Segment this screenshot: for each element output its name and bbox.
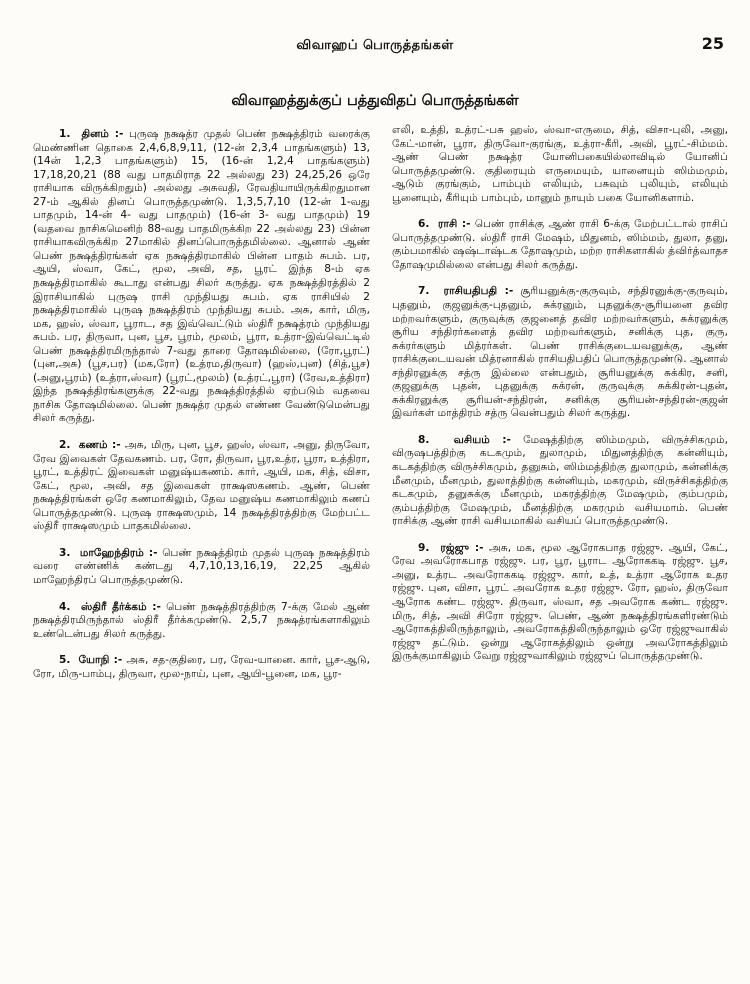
section-term: ராசி :- <box>437 218 471 231</box>
page-number: 25 <box>701 34 724 53</box>
paragraph <box>33 547 370 588</box>
section-term: மாஹேந்திரம் :- <box>79 546 158 559</box>
section-text: பெண் ராசிக்கு ஆண் ராசி 6-க்கு மேற்பட்டால் ராசிப் பொருத்தமுண்டு. ஸ்திரீ ராசி மேஷம், மிதுனம், ஸிம்மம், துலா, தனு, கும்பமாகில் ஷஷ்டாஷ்டக தோஷமும், மற்ற ராசிகளாகில் த்விர்த்வாதச தோஷமுமில்லை என்பது சிலர் கருத்து. <box>392 218 728 271</box>
running-title: விவாஹப் பொருத்தங்கள் <box>296 38 454 53</box>
section-text: அசு, மிரு, புன, பூச, ஹஸ், ஸ்வா, அனு, திருவோ, ரேவ இவைகள் தேவகணம். பர, ரோ, திருவா, பூர,உத்ர, பூரா, உத்திரா, பூரட், உத்திரட் இவைகள் மனுஷ்யகணம். கார், ஆயி, மக, சித், விசா, கேட், மூல, அவி, சத இவைகள் ராக்ஷஸகணம். ஆண், பெண் நக்ஷத்திரங்கள் ஒரே கணமாகிலும், தேவ மனுஷ்ய கணமாகிலும் கணப் பொருத்தமுண்டு. புருஷ ராக்ஷஸமும், 14 நக்ஷத்திரத்திற்கு மேற்பட்ட ஸ்திரீ ராக்ஷஸமும் பாதகமில்லை. <box>33 439 370 533</box>
paragraph <box>392 542 728 664</box>
page-title: விவாஹத்துக்குப் பத்துவிதப் பொருத்தங்கள் <box>231 93 519 109</box>
section-number: 2. <box>59 439 71 452</box>
section-term: ஸ்திரீ தீர்க்கம் :- <box>80 600 161 613</box>
left-column <box>33 128 370 694</box>
paragraph <box>33 654 370 681</box>
section-text: பெண் நக்ஷத்திரத்திற்கு 7-க்கு மேல் ஆண் நக்ஷத்திரமிருந்தால் ஸ்திரீ தீர்க்கமுண்டு. 2,5,7 நக்ஷத்ரங்களாகிலும் உண்டென்பது சிலர் கருத்து. <box>33 600 370 640</box>
section-term: கணம் :- <box>78 439 121 452</box>
section-number: 7. <box>418 285 430 298</box>
section-term: ரஜ்ஜு :- <box>440 541 484 554</box>
section-number: 4. <box>59 600 71 613</box>
section-text: அசு, சத-குதிரை, பர, ரேவ-யானை. கார், பூச-ஆடு, ரோ, மிரு-பாம்பு, திருவா, மூல-நாய், புன, ஆயி-பூனை, மக, பூர- <box>33 654 370 680</box>
paragraph <box>33 128 370 426</box>
section-term: தினம் :- <box>81 128 124 140</box>
paragraph <box>392 285 728 420</box>
section-number: 1. <box>59 128 71 140</box>
paragraph <box>33 601 370 642</box>
paragraph <box>392 218 728 272</box>
right-column <box>392 124 728 677</box>
section-term: வசியம் :- <box>453 433 511 446</box>
section-text: அசு, மக, மூல ஆரோகபாத ரஜ்ஜு. ஆயி, கேட், ரேவ அவரோகபாத ரஜ்ஜு. பர, பூர, பூராட ஆரோககடி ரஜ்ஜு. பூச, அனு, உத்ரட அவரோககடி ரஜ்ஜு. கார், உத், உத்ரா ஆரோக உதர ரஜ்ஜு. புன, விசா, பூரட் அவரோக உதர ரஜ்ஜு. ரோ, ஹஸ், திருவோ ஆரோக கண்ட ரஜ்ஜு. திருவா, ஸ்வா, சத அவரோக கண்ட ரஜ்ஜு. மிரு, சித், அவி சிரோ ரஜ்ஜு. பெண், ஆண் நக்ஷத்திரங்களிரண்டும் ஆரோகத்திலிருந்தாலும், அவரோகத்திலிருந்தாலும் ஒரே ரஜ்ஜுவாகில் ரஜ்ஜு தட்டும். ஒன்று ஆரோகத்திலும் ஒன்று அவரோகத்திலும் இருக்குமாகிலும் வேறு ரஜ்ஜுவாகிலும் ரஜ்ஜுப் பொருத்தமுண்டு. <box>392 541 728 663</box>
paragraph <box>392 124 728 205</box>
section-term: ராசியதிபதி :- <box>443 285 514 298</box>
paragraph <box>33 439 370 534</box>
section-number: 6. <box>418 218 430 231</box>
section-number: 5. <box>59 654 71 667</box>
section-number: 9. <box>418 541 430 554</box>
section-text: பெண் நக்ஷத்திரம் முதல் புருஷ நக்ஷத்திரம் வரை எண்ணிக் கண்டது 4,7,10,13,16,19, 22,25 ஆகில் மாஹேந்திரப் பொருத்தமுண்டு. <box>33 546 370 586</box>
section-text: சூரியனுக்கு-குருவும், சந்திரனுக்கு-குருவும், புதனும், குஜனுக்கு-புதனும், சுக்ரனும், புதனுக்கு-சூரியனை தவிர மற்றவர்களும், குருவுக்கு குஜனைத் தவிர மற்றவர்களும், சுக்ரனுக்கு சூரிய சந்திரர்களைத் தவிர மற்றவர்களும், சனிக்கு புத, குரு, சுக்ரர்களும் மித்ரர்கள். பெண் ராசிக்குடையவனுக்கு, ஆண் ராசிக்குடையவன் மித்ரனாகில் ராசியதிபதிப் பொருத்தமுண்டு. ஆனால் சந்திரனுக்கு சத்ரு இல்லை என்பதும், சூரியனுக்கு சுக்கிர, சனி, குஜனுக்கு புதன், புதனுக்கு சுக்ரன், குருவுக்கு சுக்கிரன்-புதன், சுக்கிரனுக்கு சூரியன்-சந்திரன், சனிக்கு சூரியன்-சந்திரன்-குஜன் இவர்கள் மாத்திரம் சத்ரு வென்பதும் சிலர் கருத்து. <box>392 285 728 420</box>
section-text: மேஷத்திற்கு ஸிம்மமும், விருச்சிகமும், விருஷபத்திற்கு கடகமும், துலாமும், மிதுனத்திற்கு கன்னியும், கடகத்திற்கு விருச்சிகமும், தனுசும், ஸிம்மத்திற்கு துலாமும், கன்னிக்கு மீனமும், மீனமும், துலாத்திற்கு கன்னியும், மகரமும், விருச்சிகத்திற்கு கடகமும், தனுசுக்கு மீனமும், மகரத்திற்கு மேஷமும், கும்பமும், கும்பத்திற்கு மேஷமும், மீனத்திற்கு மகரமும் வசியமாம். பெண் ராசிக்கு ஆண் ராசி வசியமாகில் வசியப் பொருத்தமுண்டு. <box>392 433 728 528</box>
section-text: எலி, உத்தி, உத்ரட்-பசு ஹஸ், ஸ்வா-எருமை, சித், விசா-புலி, அனு, கேட்-மான், பூரா, திருவோ-குரங்கு, உத்ரா-கீரி, அவி, பூரட்-சிம்மம். ஆண் பெண் நக்ஷத்ர யோனிபகையில்லாவிடில் யோனிப் பொருத்தமுண்டு. குதிரையும் எருமையும், யானையும் ஸிம்மமும், ஆடும் குரங்கும், பாம்பும் எலியும், பசுவும் புலியும், எலியும் பூனையும், கீரியும் பாம்பும், மானும் நாயும் பகை யோனிகளாம். <box>392 124 728 204</box>
section-number: 3. <box>59 546 71 559</box>
paragraph <box>392 434 728 529</box>
section-text: புருஷ நக்ஷத்ர முதல் பெண் நக்ஷத்திரம் வரைக்கு மெண்ணின தொகை 2,4,6,8,9,11, (12-ன் 2,3,4 பாதங்களும்) 13, (14ன் 1,2,3 பாதங்களும்) 15, (16-ன் 1,2,4 பாதங்களும்) 17,18,20,21 (88 வது பாதமிராத 22 அல்லது 23) 24,25,26 ஒரே ராசியாக விருக்கிறதும்) அல்லது அசுவதி, ரேவதியாயிருக்கிறதுமான 27-ம் ஆகில் தினப் பொருத்தமுண்டு. 1,3,5,7,10 (12-ன் 1-வது பாதமும், 14-ன் 4- வது பாதமும்) (16-ன் 3- வது பாதமும்) 19 (வதவை நாசிகமெனிற் 88-வது பாதமிருக்கிற 22 அல்லது 23) பின்ன ராசியாகவிருக்கிற 27மாகில் தினப்பொருத்தமில்லை. ஆனால் ஆண் பெண் நக்ஷத்திரங்கள் ஏக நக்ஷத்திரமாகில் பின்ன பாதம் சுபம். பர, ஆயி, ஸ்வா, கேட், மூல, அவி, சத, பூரட் இந்த 8-ம் ஏக நக்ஷத்திரமாகில் கூடாது என்பது சிலர் கருத்து. ஏக நக்ஷத்திரத்தில் 2 இராசியாகில் புருஷ ராசி முந்தியது சுபம். ஏக ராசியில் 2 நக்ஷத்திரமாகில் புருஷ நக்ஷத்திரம் முந்தியது சுபம். அசு, கார், மிரு, மக, ஹஸ், ஸ்வா, பூராட, சத இவ்வெட்டும் ஸ்திரீ நக்ஷத்ரம் முந்தியது சுபம். பர, திருவா, புன, பூச, பூரம், மூலம், பூரா, உத்ரா-இவ்வெட்டில் பெண் நக்ஷத்திரமிருந்தால் 7-வது தாரை தோஷமில்லை, (ரோ,பூரட்) (புன,அசு) (பூச,பர) (மக,ரோ) (உத்ரம,திருவா) (ஹஸ்,புன) (சித்,பூச) (அனு,பூரம்) (உத்ரா,ஸ்வா) (பூரட்,மூலம்) (உத்ரட்,பூரா) (ரேவ,உத்திரா) இந்த நக்ஷத்திரங்களுக்கு 22-வது நக்ஷத்திரத்தில் ஏற்படும் வதவை நாசிக தோஷமில்லை. பெண் நக்ஷத்ர முதல் எண்ண வேண்டுமென்பது சிலர் கருத்து. <box>33 128 370 425</box>
section-term: யோநி :- <box>78 654 123 667</box>
section-number: 8. <box>418 433 430 446</box>
